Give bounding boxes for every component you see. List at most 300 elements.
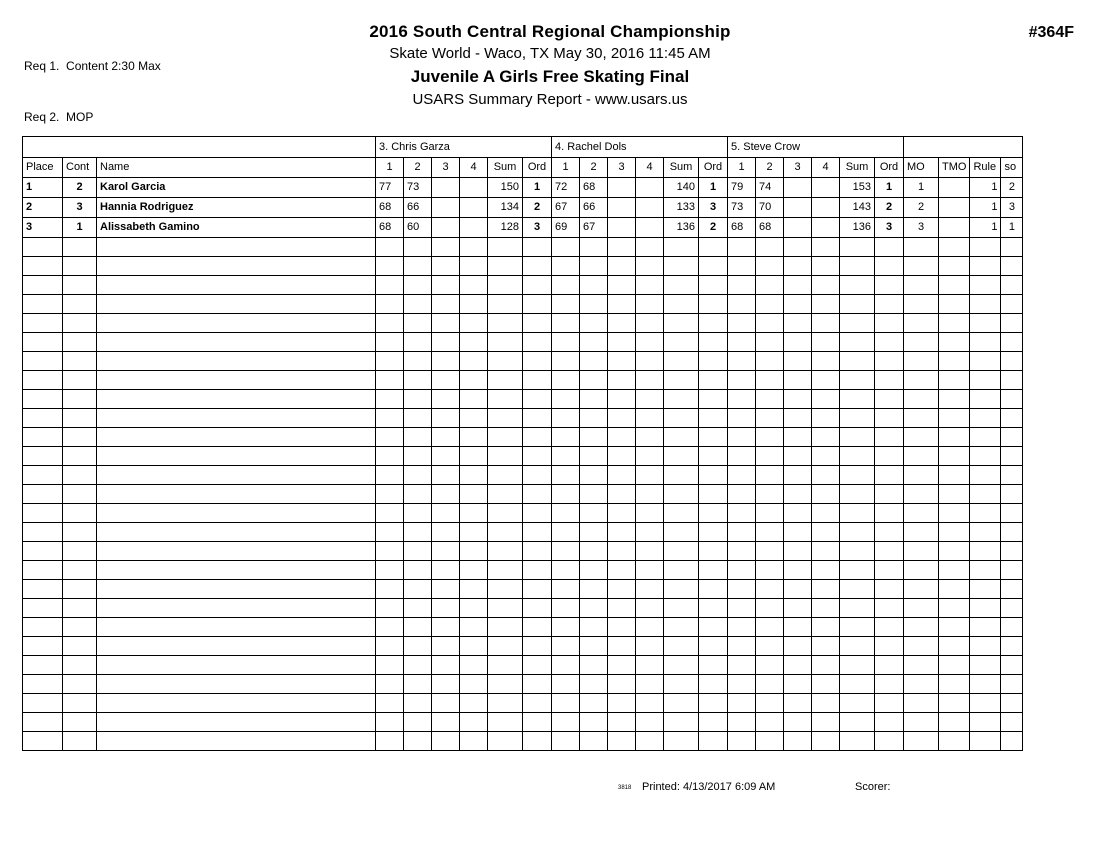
empty-cell (840, 257, 875, 276)
empty-cell (376, 447, 404, 466)
empty-cell (1001, 371, 1023, 390)
empty-cell (523, 352, 552, 371)
empty-cell (488, 618, 523, 637)
empty-cell (699, 656, 728, 675)
empty-cell (432, 694, 460, 713)
empty-cell (636, 675, 664, 694)
empty-cell (756, 675, 784, 694)
skater-row (23, 198, 1023, 218)
empty-cell (23, 238, 63, 257)
empty-cell (875, 713, 904, 732)
empty-cell (580, 675, 608, 694)
empty-cell (970, 314, 1001, 333)
empty-cell (404, 390, 432, 409)
empty-cell (460, 257, 488, 276)
empty-cell (636, 637, 664, 656)
empty-cell (636, 523, 664, 542)
empty-cell (784, 637, 812, 656)
empty-cell (23, 257, 63, 276)
empty-cell (552, 390, 580, 409)
empty-cell (488, 333, 523, 352)
empty-cell (460, 276, 488, 295)
score-cell: 79 (728, 178, 756, 198)
empty-cell (756, 504, 784, 523)
empty-cell (460, 333, 488, 352)
empty-cell (63, 352, 97, 371)
empty-cell (728, 485, 756, 504)
empty-row (23, 447, 1023, 466)
empty-cell (63, 295, 97, 314)
empty-cell (97, 675, 376, 694)
empty-cell (784, 542, 812, 561)
empty-cell (23, 333, 63, 352)
empty-cell (970, 390, 1001, 409)
empty-cell (523, 656, 552, 675)
empty-cell (636, 713, 664, 732)
empty-cell (664, 314, 699, 333)
score-cell: 66 (580, 198, 608, 218)
empty-cell (404, 694, 432, 713)
tmo-cell (939, 178, 970, 198)
empty-cell (728, 675, 756, 694)
empty-cell (404, 618, 432, 637)
empty-cell (552, 561, 580, 580)
empty-cell (699, 466, 728, 485)
empty-row (23, 561, 1023, 580)
empty-cell (460, 485, 488, 504)
empty-cell (432, 409, 460, 428)
empty-cell (728, 466, 756, 485)
empty-cell (812, 447, 840, 466)
empty-row (23, 409, 1023, 428)
empty-cell (840, 390, 875, 409)
empty-cell (523, 371, 552, 390)
empty-cell (784, 618, 812, 637)
empty-cell (63, 371, 97, 390)
empty-cell (376, 409, 404, 428)
empty-cell (664, 333, 699, 352)
empty-cell (432, 314, 460, 333)
empty-cell (904, 257, 939, 276)
empty-cell (23, 447, 63, 466)
empty-cell (699, 675, 728, 694)
sum-cell: 133 (664, 198, 699, 218)
empty-cell (728, 523, 756, 542)
empty-cell (488, 694, 523, 713)
empty-cell (636, 504, 664, 523)
empty-cell (904, 542, 939, 561)
sum-cell: 134 (488, 198, 523, 218)
empty-cell (756, 314, 784, 333)
empty-cell (699, 371, 728, 390)
empty-cell (460, 466, 488, 485)
empty-cell (460, 713, 488, 732)
header-score-col: Sum (488, 158, 523, 178)
empty-row (23, 352, 1023, 371)
empty-cell (756, 447, 784, 466)
empty-cell (460, 504, 488, 523)
empty-cell (97, 618, 376, 637)
empty-cell (784, 428, 812, 447)
empty-cell (840, 523, 875, 542)
empty-cell (580, 599, 608, 618)
empty-cell (904, 314, 939, 333)
score-cell (460, 218, 488, 238)
header-so: so (1001, 158, 1023, 178)
empty-cell (523, 713, 552, 732)
empty-cell (1001, 561, 1023, 580)
empty-cell (875, 295, 904, 314)
empty-cell (460, 580, 488, 599)
place-cell: 3 (23, 218, 63, 238)
empty-cell (552, 523, 580, 542)
empty-cell (636, 371, 664, 390)
empty-cell (812, 713, 840, 732)
empty-cell (460, 523, 488, 542)
empty-cell (812, 466, 840, 485)
empty-cell (840, 694, 875, 713)
empty-cell (552, 713, 580, 732)
empty-cell (63, 238, 97, 257)
empty-cell (664, 580, 699, 599)
empty-cell (23, 352, 63, 371)
empty-cell (728, 599, 756, 618)
empty-cell (636, 542, 664, 561)
empty-cell (970, 447, 1001, 466)
empty-cell (636, 276, 664, 295)
empty-cell (580, 618, 608, 637)
score-cell: 70 (756, 198, 784, 218)
empty-cell (404, 485, 432, 504)
empty-cell (756, 523, 784, 542)
skater-row (23, 218, 1023, 238)
score-cell: 77 (376, 178, 404, 198)
empty-cell (1001, 694, 1023, 713)
empty-cell (23, 694, 63, 713)
empty-cell (608, 276, 636, 295)
empty-cell (63, 504, 97, 523)
empty-cell (460, 637, 488, 656)
empty-cell (580, 371, 608, 390)
empty-cell (812, 257, 840, 276)
event-title: Juvenile A Girls Free Skating Final (410, 67, 690, 86)
rule-cell: 1 (970, 178, 1001, 198)
score-cell (636, 178, 664, 198)
empty-cell (552, 428, 580, 447)
header-rule: Rule (970, 158, 1001, 178)
empty-cell (523, 675, 552, 694)
empty-cell (23, 675, 63, 694)
empty-cell (784, 447, 812, 466)
empty-cell (488, 276, 523, 295)
empty-cell (636, 694, 664, 713)
empty-cell (875, 314, 904, 333)
empty-row (23, 485, 1023, 504)
empty-cell (939, 333, 970, 352)
header-tmo: TMO (939, 158, 970, 178)
empty-cell (460, 732, 488, 751)
empty-cell (523, 637, 552, 656)
empty-cell (97, 732, 376, 751)
empty-cell (756, 409, 784, 428)
empty-cell (97, 542, 376, 561)
empty-row (23, 314, 1023, 333)
empty-cell (552, 580, 580, 599)
empty-cell (580, 713, 608, 732)
empty-cell (784, 561, 812, 580)
empty-cell (756, 238, 784, 257)
empty-cell (460, 675, 488, 694)
empty-cell (664, 409, 699, 428)
empty-row (23, 276, 1023, 295)
empty-cell (488, 561, 523, 580)
empty-cell (728, 257, 756, 276)
empty-cell (699, 694, 728, 713)
header-score-col: 4 (812, 158, 840, 178)
empty-cell (812, 238, 840, 257)
empty-cell (699, 238, 728, 257)
empty-cell (376, 333, 404, 352)
empty-cell (636, 257, 664, 276)
empty-cell (580, 295, 608, 314)
empty-cell (63, 561, 97, 580)
score-cell (636, 218, 664, 238)
score-cell: 69 (552, 218, 580, 238)
empty-cell (376, 523, 404, 542)
empty-cell (460, 618, 488, 637)
empty-row (23, 637, 1023, 656)
empty-cell (1001, 713, 1023, 732)
empty-cell (664, 390, 699, 409)
score-cell: 67 (580, 218, 608, 238)
empty-cell (728, 352, 756, 371)
empty-cell (904, 447, 939, 466)
empty-cell (664, 656, 699, 675)
empty-cell (488, 675, 523, 694)
empty-cell (608, 732, 636, 751)
score-cell (784, 218, 812, 238)
empty-cell (523, 409, 552, 428)
empty-cell (552, 466, 580, 485)
empty-cell (904, 466, 939, 485)
empty-cell (580, 580, 608, 599)
empty-cell (552, 257, 580, 276)
printed-timestamp: Printed: 4/13/2017 6:09 AM (642, 781, 776, 793)
empty-cell (664, 371, 699, 390)
empty-cell (488, 466, 523, 485)
score-cell (636, 198, 664, 218)
empty-cell (608, 295, 636, 314)
empty-cell (840, 504, 875, 523)
empty-cell (728, 542, 756, 561)
empty-cell (664, 542, 699, 561)
empty-cell (664, 352, 699, 371)
empty-cell (376, 561, 404, 580)
empty-cell (664, 504, 699, 523)
empty-cell (875, 732, 904, 751)
empty-cell (939, 618, 970, 637)
judge-name-cell-3: 5. Steve Crow (728, 137, 904, 158)
empty-cell (608, 314, 636, 333)
name-cell: Hannia Rodriguez (97, 198, 376, 218)
sum-cell: 136 (664, 218, 699, 238)
header-score-col: 1 (728, 158, 756, 178)
empty-cell (664, 637, 699, 656)
empty-cell (840, 656, 875, 675)
empty-cell (552, 409, 580, 428)
empty-cell (1001, 314, 1023, 333)
empty-cell (523, 257, 552, 276)
empty-cell (404, 732, 432, 751)
empty-row (23, 371, 1023, 390)
ord-cell: 2 (875, 198, 904, 218)
empty-cell (608, 694, 636, 713)
empty-cell (840, 637, 875, 656)
empty-cell (756, 599, 784, 618)
empty-cell (812, 485, 840, 504)
empty-cell (580, 561, 608, 580)
empty-cell (904, 238, 939, 257)
empty-row (23, 295, 1023, 314)
empty-cell (939, 295, 970, 314)
empty-cell (728, 371, 756, 390)
empty-cell (904, 561, 939, 580)
empty-cell (840, 675, 875, 694)
empty-cell (63, 447, 97, 466)
empty-cell (63, 485, 97, 504)
score-cell (460, 198, 488, 218)
empty-cell (812, 333, 840, 352)
empty-cell (608, 409, 636, 428)
empty-cell (523, 447, 552, 466)
empty-cell (63, 390, 97, 409)
empty-cell (756, 485, 784, 504)
empty-cell (875, 371, 904, 390)
empty-cell (523, 618, 552, 637)
empty-cell (552, 675, 580, 694)
empty-cell (376, 295, 404, 314)
empty-cell (728, 295, 756, 314)
empty-cell (970, 732, 1001, 751)
empty-cell (580, 732, 608, 751)
empty-cell (875, 561, 904, 580)
empty-cell (875, 694, 904, 713)
empty-cell (552, 276, 580, 295)
empty-cell (608, 504, 636, 523)
empty-cell (97, 694, 376, 713)
empty-cell (488, 542, 523, 561)
ord-cell: 1 (523, 178, 552, 198)
empty-cell (376, 390, 404, 409)
empty-cell (580, 314, 608, 333)
cont-cell: 2 (63, 178, 97, 198)
empty-cell (376, 732, 404, 751)
empty-cell (728, 276, 756, 295)
ord-cell: 3 (875, 218, 904, 238)
empty-cell (812, 295, 840, 314)
empty-cell (404, 257, 432, 276)
empty-cell (404, 656, 432, 675)
empty-cell (552, 504, 580, 523)
empty-cell (904, 504, 939, 523)
empty-cell (840, 295, 875, 314)
empty-cell (699, 333, 728, 352)
empty-cell (784, 295, 812, 314)
empty-cell (939, 390, 970, 409)
empty-cell (1001, 637, 1023, 656)
empty-cell (63, 523, 97, 542)
empty-cell (756, 732, 784, 751)
empty-cell (63, 409, 97, 428)
score-cell: 68 (580, 178, 608, 198)
empty-cell (636, 295, 664, 314)
empty-cell (970, 428, 1001, 447)
header-score-col: Sum (664, 158, 699, 178)
empty-cell (63, 257, 97, 276)
empty-cell (97, 371, 376, 390)
empty-cell (432, 656, 460, 675)
sum-cell: 150 (488, 178, 523, 198)
empty-cell (608, 523, 636, 542)
empty-cell (664, 485, 699, 504)
empty-cell (404, 371, 432, 390)
mo-cell: 3 (904, 218, 939, 238)
empty-cell (580, 523, 608, 542)
empty-cell (728, 561, 756, 580)
req-1-text: Req 1. Content 2:30 Max (24, 59, 161, 73)
empty-cell (970, 371, 1001, 390)
empty-row (23, 675, 1023, 694)
empty-row (23, 466, 1023, 485)
empty-cell (552, 542, 580, 561)
empty-cell (699, 428, 728, 447)
empty-cell (840, 732, 875, 751)
empty-cell (875, 675, 904, 694)
empty-cell (699, 599, 728, 618)
empty-cell (23, 599, 63, 618)
empty-cell (840, 542, 875, 561)
empty-cell (699, 295, 728, 314)
empty-cell (840, 276, 875, 295)
empty-row (23, 238, 1023, 257)
empty-cell (784, 713, 812, 732)
empty-cell (432, 371, 460, 390)
empty-cell (432, 276, 460, 295)
empty-cell (840, 371, 875, 390)
header-score-col: Sum (840, 158, 875, 178)
empty-cell (432, 618, 460, 637)
empty-cell (523, 732, 552, 751)
empty-cell (97, 409, 376, 428)
empty-cell (699, 485, 728, 504)
empty-cell (376, 618, 404, 637)
empty-cell (552, 333, 580, 352)
empty-cell (580, 428, 608, 447)
empty-cell (608, 466, 636, 485)
empty-cell (97, 561, 376, 580)
empty-cell (970, 656, 1001, 675)
empty-cell (812, 428, 840, 447)
empty-cell (664, 466, 699, 485)
tmo-cell (939, 198, 970, 218)
empty-cell (404, 580, 432, 599)
empty-cell (523, 238, 552, 257)
empty-cell (970, 542, 1001, 561)
empty-cell (404, 276, 432, 295)
empty-cell (23, 314, 63, 333)
header-score-col: 4 (636, 158, 664, 178)
empty-cell (63, 599, 97, 618)
